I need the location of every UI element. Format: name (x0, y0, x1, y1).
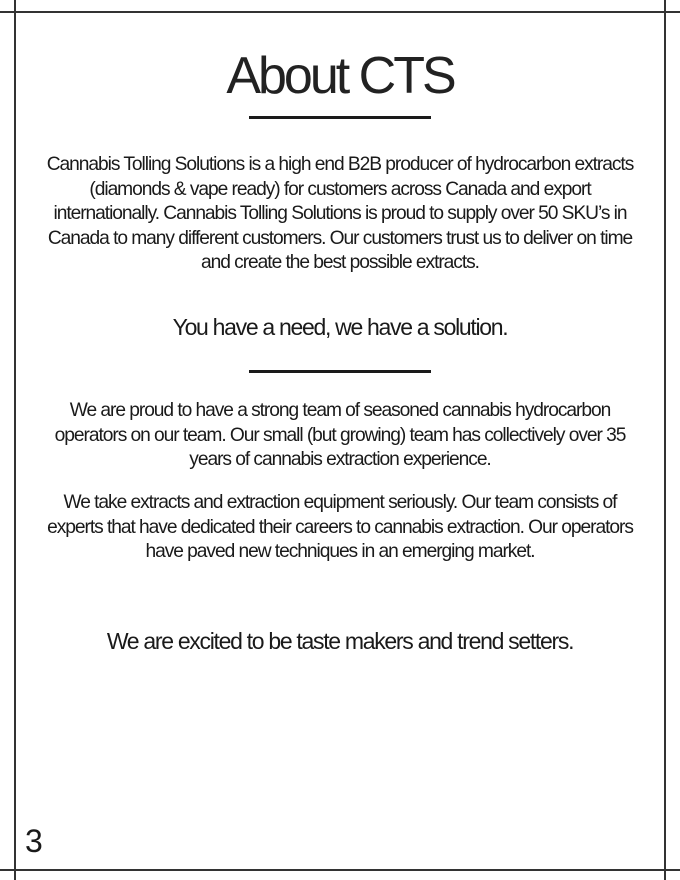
expertise-paragraph: We take extracts and extraction equipment seriously. Our team consists of experts that have dedicated their careers to cannabis extraction. Our operators have paved new techniques in an emerging market. (47, 492, 633, 562)
title-divider (249, 116, 431, 119)
intro-paragraph: Cannabis Tolling Solutions is a high end B2B producer of hydrocarbon extracts (diamonds & vape ready) for customers across Canada and export internationally. Cannabis Tolling Solutions is proud to supply over 50 SKU’s in Canada to many different customers. Our customers trust us to deliver on time and create the best possible extracts. (46, 154, 634, 273)
section-divider (249, 370, 431, 373)
closing-tagline: We are excited to be taste makers and trend setters. (106, 628, 574, 654)
frame-left-border (14, 0, 16, 880)
team-paragraph: We are proud to have a strong team of seasoned cannabis hydrocarbon operators on our team. Our small (but growing) team has collectively over 35 years of cannabis extraction experience. (54, 400, 626, 470)
page (17, 12, 663, 870)
page-number: 3 (25, 823, 43, 859)
frame-right-border (664, 0, 666, 880)
page-title: About CTS (226, 47, 454, 105)
solution-tagline: You have a need, we have a solution. (172, 314, 508, 340)
